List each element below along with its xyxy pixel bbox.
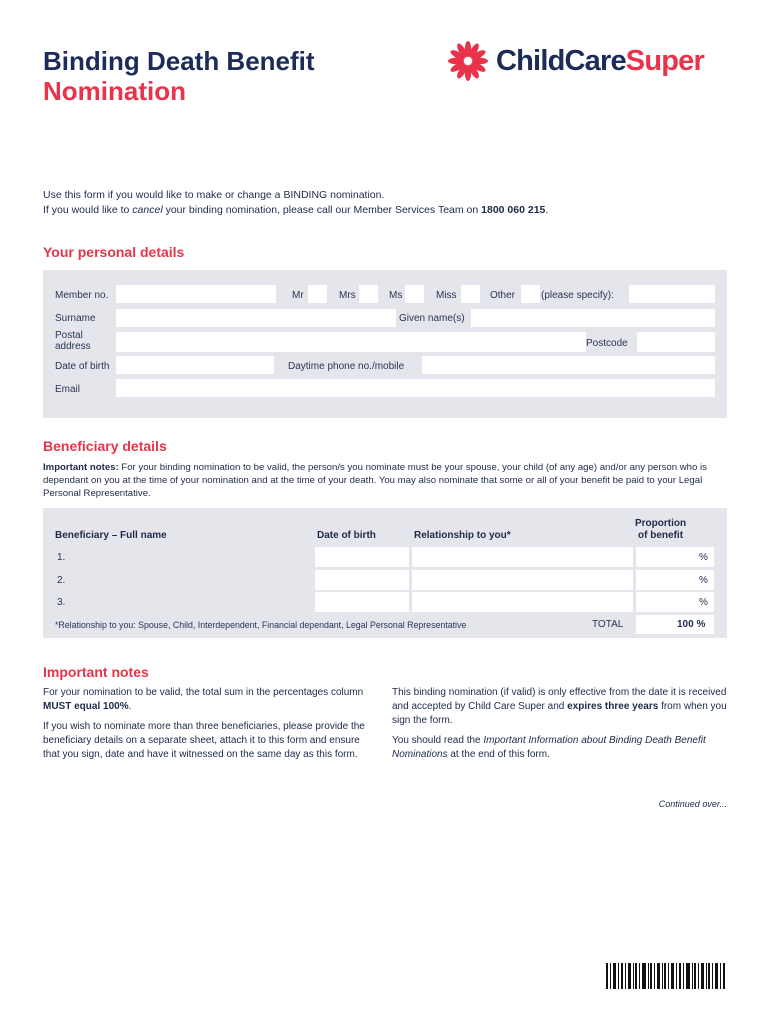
beneficiary-row1-name-field[interactable] — [53, 547, 311, 567]
title-mr-checkbox[interactable] — [308, 285, 327, 303]
notes-left-p1-c: . — [128, 701, 132, 712]
form-title-line1: Binding Death Benefit — [43, 46, 315, 76]
form-title-line2: Nomination — [43, 76, 186, 106]
intro-line2-b: your binding nomination, please call our Member Services Team on — [162, 204, 482, 216]
col-proportion-header-line1: Proportion — [635, 518, 687, 529]
notes-right-p1-a: This binding nomination (if valid) is only effective from the date it is received and accepted by Child Care Super and — [392, 687, 727, 712]
notes-right-p2-c: at the end of this form. — [447, 749, 550, 760]
postal-address-label-line1: Postal — [55, 330, 83, 341]
title-other-label: Other — [490, 290, 516, 301]
beneficiary-row3-number: 3. — [57, 597, 66, 608]
beneficiary-row2-percent: % — [699, 575, 708, 586]
important-notes-heading: Important notes — [43, 664, 149, 680]
beneficiary-row2-dob-field[interactable] — [315, 570, 409, 590]
title-miss-checkbox[interactable] — [461, 285, 480, 303]
member-services-phone: 1800 060 215 — [481, 204, 546, 216]
logo-wordmark-part2: Super — [625, 45, 704, 77]
col-date-of-birth-header: Date of birth — [317, 530, 376, 541]
title-ms-label: Ms — [389, 290, 403, 301]
notes-left-paragraph2: If you wish to nominate more than three beneficiaries, please provide the beneficiary details on a separate sheet, attach it to this form and ensure that you sign, date and have it witnessed on the same day as this form. — [43, 721, 365, 760]
given-names-label: Given name(s) — [399, 313, 465, 324]
intro-cancel: cancel — [132, 204, 163, 216]
relationship-footnote: *Relationship to you: Spouse, Child, Interdependent, Financial dependant, Legal Personal Representative — [55, 620, 467, 630]
col-full-name-header: Beneficiary – Full name — [55, 530, 167, 541]
important-notes-right-column — [392, 686, 727, 768]
please-specify-label: (please specify): — [541, 290, 614, 301]
col-relationship-header: Relationship to you* — [414, 530, 511, 541]
beneficiary-details-heading: Beneficiary details — [43, 438, 167, 454]
intro-text — [43, 188, 548, 218]
childcare-super-logo — [446, 38, 736, 84]
beneficiary-row3-relationship-field[interactable] — [412, 592, 633, 612]
intro-line1: Use this form if you would like to make or change a BINDING nomination. — [43, 189, 385, 201]
beneficiary-row3-percent: % — [699, 597, 708, 608]
important-notes-text: For your binding nomination to be valid, the person/s you nominate must be your spouse, your child (of any age) and/or any person who is dependant on you at the time of your nomination and at the time of your death. You may also nominate that some or all of your benefit be paid to your Legal Personal Representative. — [43, 462, 707, 499]
personal-details-panel — [43, 270, 727, 418]
notes-left-p1-a: For your nomination to be valid, the total sum in the percentages column — [43, 687, 364, 698]
flower-logo-icon — [446, 38, 490, 84]
member-no-field[interactable] — [116, 285, 276, 303]
given-names-field[interactable] — [471, 309, 715, 327]
beneficiary-row3-dob-field[interactable] — [315, 592, 409, 612]
logo-wordmark — [496, 45, 704, 78]
notes-left-p1-b: MUST equal 100% — [43, 701, 129, 712]
postal-address-field[interactable] — [116, 332, 586, 352]
title-other-checkbox[interactable] — [521, 285, 540, 303]
date-of-birth-field[interactable] — [116, 356, 274, 374]
col-proportion-header-line2: of benefit — [638, 530, 684, 541]
postal-address-label — [55, 330, 91, 352]
intro-line2-end: . — [545, 204, 549, 216]
notes-right-p1-c: from when you sign the form. — [392, 701, 727, 726]
intro-line2-a: If you would like to — [43, 204, 133, 216]
beneficiary-row2-name-field[interactable] — [53, 570, 311, 590]
email-field[interactable] — [116, 379, 715, 397]
beneficiary-row3-name-field[interactable] — [53, 592, 311, 612]
notes-right-p2-a: You should read the — [392, 735, 484, 746]
beneficiary-row1-percent: % — [699, 552, 708, 563]
daytime-phone-label: Daytime phone no./mobile — [288, 361, 405, 372]
beneficiary-row1-relationship-field[interactable] — [412, 547, 633, 567]
surname-field[interactable] — [116, 309, 396, 327]
barcode-icon — [606, 963, 727, 989]
title-mrs-label: Mrs — [339, 290, 356, 301]
postcode-label: Postcode — [586, 338, 628, 349]
date-of-birth-label: Date of birth — [55, 361, 110, 372]
title-ms-checkbox[interactable] — [405, 285, 424, 303]
important-notes-label: Important notes: — [43, 462, 119, 473]
postal-address-label-line2: address — [55, 341, 91, 352]
continued-over-text: Continued over... — [658, 799, 727, 809]
beneficiary-row2-relationship-field[interactable] — [412, 570, 633, 590]
notes-right-p2-b: Important Information about Binding Death Benefit Nominations — [392, 735, 706, 760]
title-other-specify-field[interactable] — [629, 285, 715, 303]
form-title — [43, 46, 315, 106]
member-no-label: Member no. — [55, 290, 109, 301]
beneficiary-table-panel — [43, 508, 727, 638]
beneficiary-row1-number: 1. — [57, 552, 66, 563]
email-label: Email — [55, 384, 81, 395]
intro-line2 — [43, 203, 548, 218]
notes-right-p1-b: expires three years — [567, 701, 659, 712]
beneficiary-row1-dob-field[interactable] — [315, 547, 409, 567]
logo-wordmark-part1: ChildCare — [496, 45, 626, 77]
beneficiary-row2-number: 2. — [57, 575, 66, 586]
notes-right-paragraph2 — [392, 734, 727, 762]
notes-right-paragraph1 — [392, 686, 727, 728]
title-mr-label: Mr — [292, 290, 304, 301]
total-proportion-value: 100 % — [677, 619, 706, 630]
personal-details-heading: Your personal details — [43, 244, 185, 260]
total-label: TOTAL — [592, 619, 624, 630]
daytime-phone-field[interactable] — [422, 356, 715, 374]
col-proportion-header — [635, 518, 686, 542]
title-miss-label: Miss — [436, 290, 457, 301]
notes-left-paragraph1 — [43, 686, 379, 714]
postcode-field[interactable] — [637, 332, 715, 352]
title-mrs-checkbox[interactable] — [359, 285, 378, 303]
surname-label: Surname — [55, 313, 96, 324]
beneficiary-important-notes — [43, 461, 727, 500]
important-notes-left-column — [43, 686, 379, 768]
